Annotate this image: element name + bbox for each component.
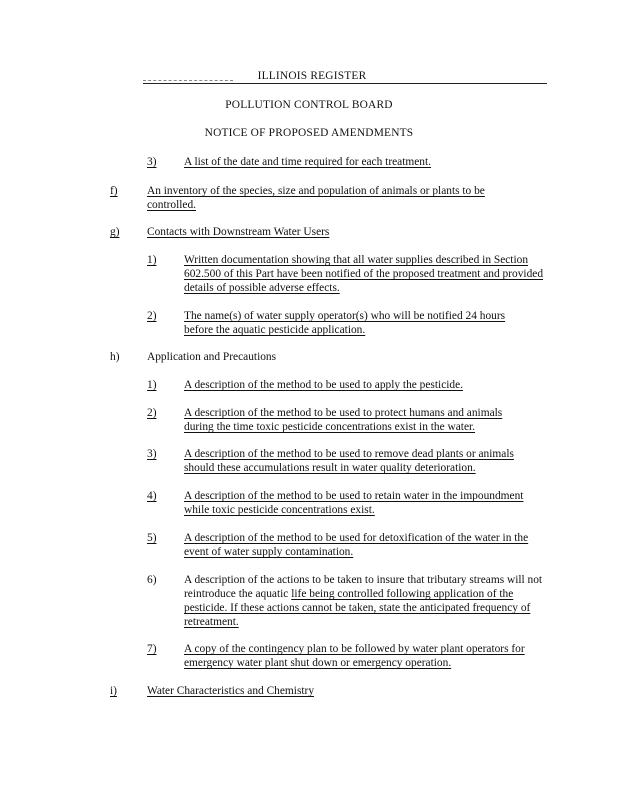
item-h-heading: Application and Precautions bbox=[147, 351, 277, 363]
item-g2-number: 2) bbox=[147, 310, 157, 322]
item-h7-number: 7) bbox=[147, 643, 157, 655]
item-h6-text-plain: A description of the actions to be taken to insure that tributary streams will not reintroduce the aquatic bbox=[184, 574, 543, 600]
item-h2-number: 2) bbox=[147, 407, 157, 419]
item-h7-text: A copy of the contingency plan to be followed by water plant operators for emergency water plant shut down or emergency operation. bbox=[184, 643, 525, 669]
item-h-letter: h) bbox=[110, 351, 120, 363]
item-h5-number: 5) bbox=[147, 532, 157, 544]
register-title: ILLINOIS REGISTER bbox=[257, 70, 367, 82]
item-g1-number: 1) bbox=[147, 254, 157, 266]
item-h6-text bbox=[184, 573, 548, 629]
item-i-letter: i) bbox=[110, 685, 117, 697]
agency-name: POLLUTION CONTROL BOARD bbox=[225, 99, 393, 111]
item-h5-text: A description of the method to be used for detoxification of the water in the event of water supply contamination. bbox=[184, 532, 529, 558]
item-h3-text: A description of the method to be used to remove dead plants or animals should these accumulations result in water quality deterioration. bbox=[184, 448, 514, 474]
item-h3-number: 3) bbox=[147, 448, 157, 460]
item-h1-text: A description of the method to be used to apply the pesticide. bbox=[184, 379, 464, 391]
header-rule bbox=[143, 83, 547, 84]
item-f-text bbox=[147, 184, 517, 212]
item-f-letter: f) bbox=[110, 185, 118, 197]
item-e3-text: A list of the date and time required for each treatment. bbox=[184, 156, 432, 168]
item-e3-number: 3) bbox=[147, 156, 157, 168]
item-g2-text: The name(s) of water supply operator(s) who will be notified 24 hours before the aquatic pesticide application. bbox=[184, 310, 506, 336]
notice-title: NOTICE OF PROPOSED AMENDMENTS bbox=[204, 127, 414, 139]
item-h2-text: A description of the method to be used to protect humans and animals during the time toxic pesticide concentrations exist in the water. bbox=[184, 407, 503, 433]
item-h4-number: 4) bbox=[147, 490, 157, 502]
item-h1-number: 1) bbox=[147, 379, 157, 391]
item-g1-text: Written documentation showing that all water supplies described in Section 602.500 of this Part have been notified of the proposed treatment and provided details of possible adverse effects. bbox=[184, 254, 544, 294]
item-i-heading: Water Characteristics and Chemistry bbox=[147, 685, 315, 697]
item-h4-text: A description of the method to be used to retain water in the impoundment while toxic pesticide concentrations exist. bbox=[184, 490, 524, 516]
item-h6-text-underlined: life being controlled following application of the pesticide. If these actions cannot be taken, state the anticipated frequency of retreatment. bbox=[184, 588, 531, 628]
header-rule-dashes bbox=[143, 80, 233, 81]
item-f-text-plain: An inventory of the species, size and population of animals or plants bbox=[147, 185, 463, 197]
item-h6-number: 6) bbox=[147, 574, 157, 586]
item-g-letter: g) bbox=[110, 226, 120, 238]
item-f-text-underlined: to be controlled. bbox=[147, 185, 485, 211]
item-g-heading: Contacts with Downstream Water Users bbox=[147, 226, 330, 238]
